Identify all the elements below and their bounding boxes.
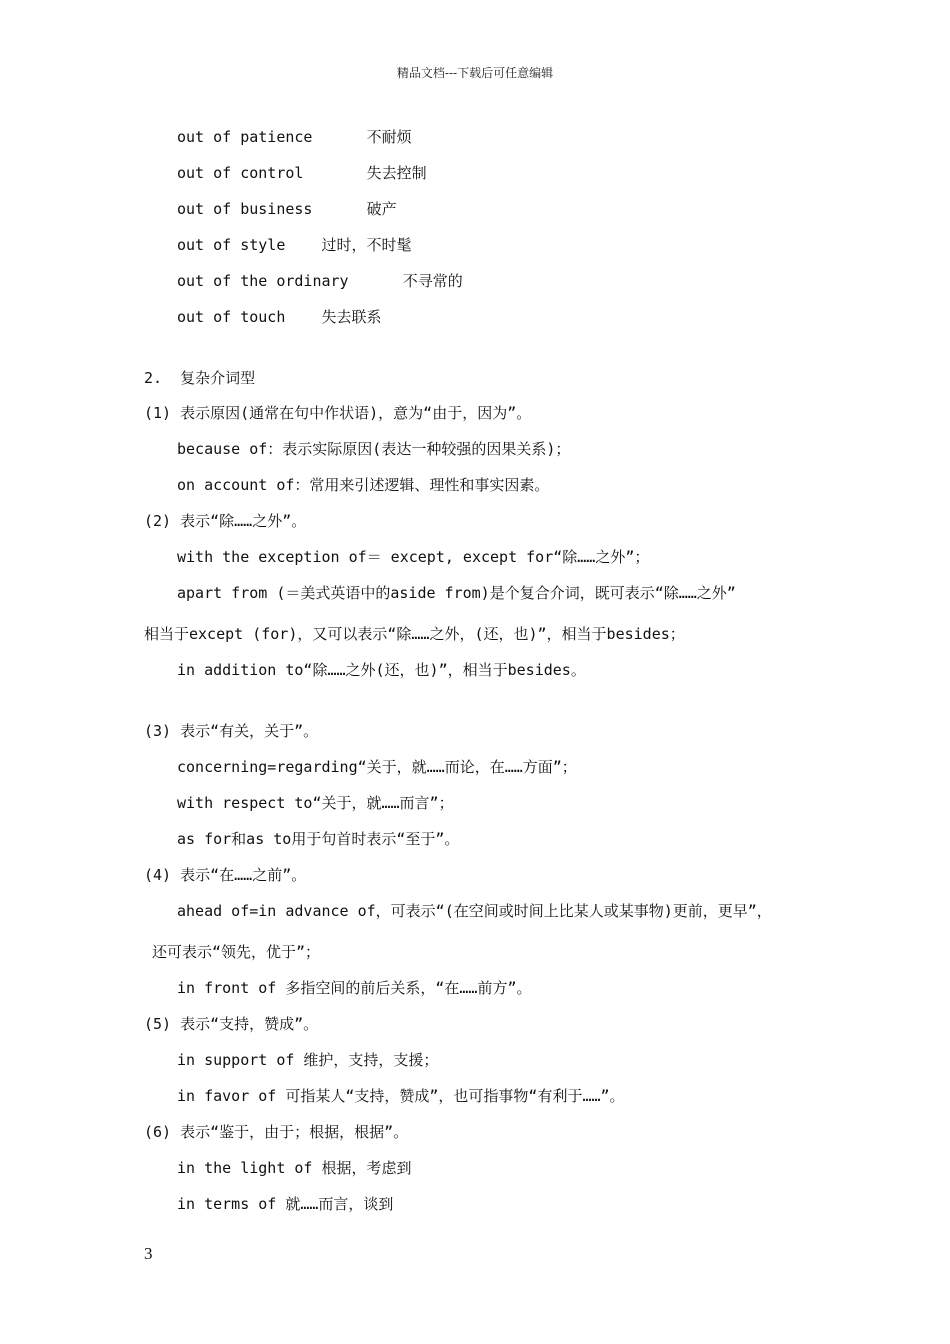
phrase-line: with respect to“关于，就……而言”；	[177, 794, 454, 812]
subsection-heading: (3) 表示“有关，关于”。	[144, 722, 319, 740]
phrase-line: in favor of 可指某人“支持，赞成”，也可指事物“有利于……”。	[177, 1087, 625, 1105]
phrase-line: in the light of 根据，考虑到	[177, 1159, 412, 1177]
phrase-line: in terms of 就……而言，谈到	[177, 1195, 394, 1213]
phrase-line: apart from (＝美式英语中的aside from)是个复合介词，既可表示“除……之外”	[177, 584, 736, 602]
phrase-line: in addition to“除……之外(还，也)”，相当于besides。	[177, 661, 586, 679]
subsection-heading: (5) 表示“支持，赞成”。	[144, 1015, 319, 1033]
phrase-line: out of style 过时，不时髦	[177, 236, 412, 254]
phrase-line: out of business 破产	[177, 200, 397, 218]
page-number: 3	[144, 1244, 153, 1263]
phrase-line: in support of 维护，支持，支援；	[177, 1051, 439, 1069]
phrase-line: out of the ordinary 不寻常的	[177, 272, 463, 290]
section-heading: 2. 复杂介词型	[144, 369, 256, 387]
page-header: 精品文档---下载后可任意编辑	[396, 66, 554, 80]
phrase-line: out of patience 不耐烦	[177, 128, 412, 146]
phrase-line: as for和as to用于句首时表示“至于”。	[177, 830, 460, 848]
phrase-line: concerning=regarding“关于，就……而论，在……方面”；	[177, 758, 577, 776]
subsection-heading: (6) 表示“鉴于，由于；根据，根据”。	[144, 1123, 409, 1141]
phrase-line: with the exception of＝ except, except for“除……之外”；	[177, 548, 650, 566]
phrase-line: on account of：常用来引述逻辑、理性和事实因素。	[177, 476, 550, 494]
continuation-line: 相当于except (for)，又可以表示“除……之外，(还，也)”，相当于besides；	[144, 625, 685, 643]
subsection-heading: (1) 表示原因(通常在句中作状语)，意为“由于，因为”。	[144, 404, 532, 422]
phrase-line: in front of 多指空间的前后关系，“在……前方”。	[177, 979, 532, 997]
continuation-line: 还可表示“领先，优于”；	[152, 943, 321, 961]
subsection-heading: (2) 表示“除……之外”。	[144, 512, 307, 530]
phrase-line: ahead of=in advance of，可表示“(在空间或时间上比某人或某事物)更前，更早”，	[177, 902, 772, 920]
subsection-heading: (4) 表示“在……之前”。	[144, 866, 307, 884]
phrase-line: out of control 失去控制	[177, 164, 427, 182]
phrase-line: out of touch 失去联系	[177, 308, 382, 326]
phrase-line: because of：表示实际原因(表达一种较强的因果关系)；	[177, 440, 571, 458]
